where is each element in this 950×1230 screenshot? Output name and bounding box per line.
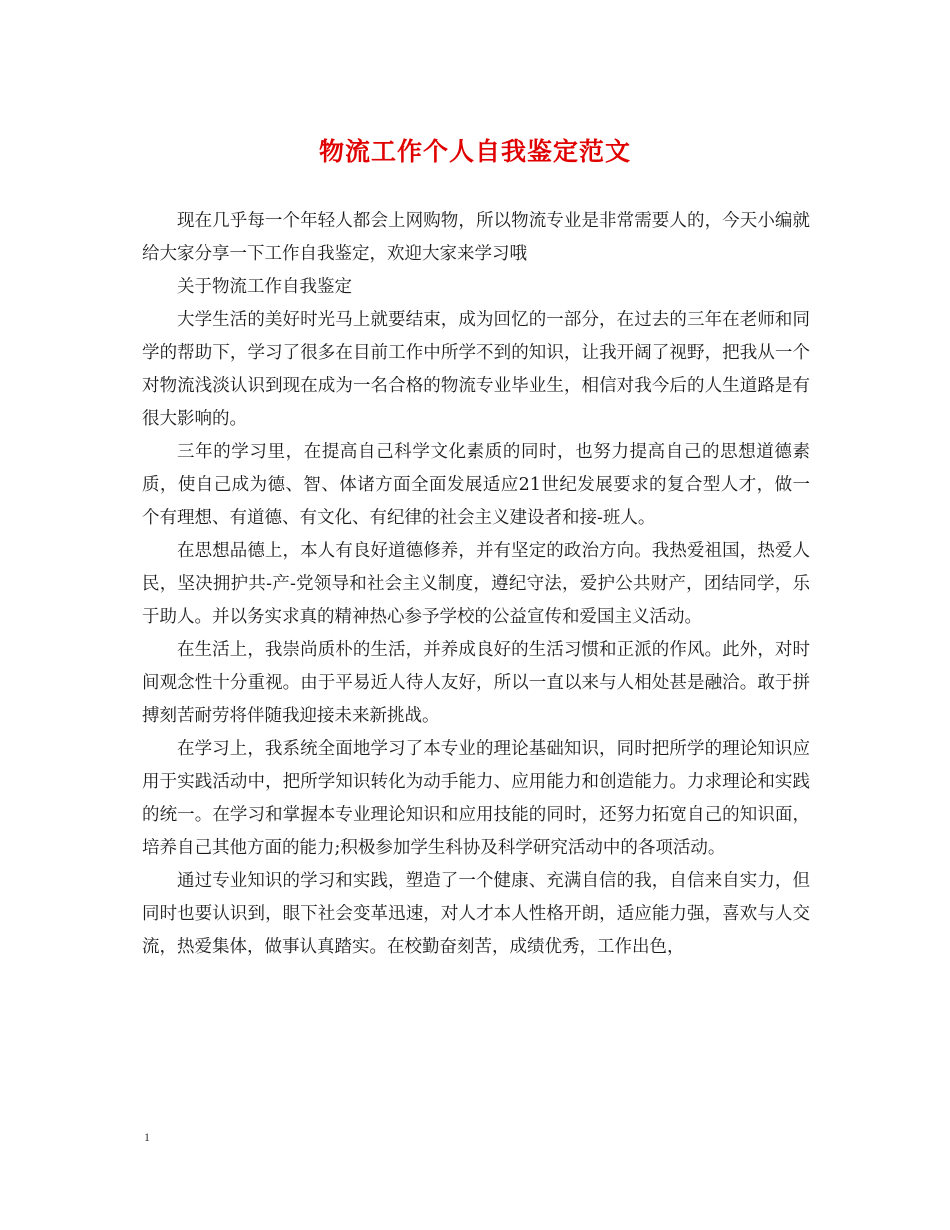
paragraph-life: 在生活上，我崇尚质朴的生活，并养成良好的生活习惯和正派的作风。此外，对时间观念性十分重视。由于平易近人待人友好，所以一直以来与人相处甚是融洽。敢于拼搏刻苦耐劳将伴随我迎接未来新挑战。	[142, 640, 810, 726]
paragraph-moral-character: 在思想品德上，本人有良好道德修养，并有坚定的政治方向。我热爱祖国，热爱人民，坚决拥护共-产-党领导和社会主义制度，遵纪守法，爱护公共财产，团结同学，乐于助人。并以务实求真的精神热心参予学校的公益宣传和爱国主义活动。	[142, 541, 810, 627]
page-number: 1	[144, 1130, 150, 1144]
document-body	[142, 205, 810, 964]
paragraph-study: 在学习上，我系统全面地学习了本专业的理论基础知识，同时把所学的理论知识应用于实践活动中，把所学知识转化为动手能力、应用能力和创造能力。力求理论和实践的统一。在学习和掌握本专业理论知识和应用技能的同时，还努力拓宽自己的知识面，培养自己其他方面的能力;积极参加学生科协及科学研究活动中的各项活动。	[142, 739, 810, 858]
paragraph-practice: 通过专业知识的学习和实践，塑造了一个健康、充满自信的我，自信来自实力，但同时也要认识到，眼下社会变革迅速，对人才本人性格开朗，适应能力强，喜欢与人交流，热爱集体，做事认真踏实。在校勤奋刻苦，成绩优秀，工作出色，	[142, 871, 810, 957]
paragraph-three-years: 三年的学习里，在提高自己科学文化素质的同时，也努力提高自己的思想道德素质，使自己成为德、智、体诸方面全面发展适应21世纪发展要求的复合型人才，做一个有理想、有道德、有文化、有纪律的社会主义建设者和接-班人。	[142, 442, 810, 528]
page-title: 物流工作个人自我鉴定范文	[318, 137, 631, 166]
paragraph-university-life: 大学生活的美好时光马上就要结束，成为回忆的一部分，在过去的三年在老师和同学的帮助下，学习了很多在目前工作中所学不到的知识，让我开阔了视野，把我从一个对物流浅淡认识到现在成为一名合格的物流专业毕业生，相信对我今后的人生道路是有很大影响的。	[142, 310, 810, 429]
paragraph-intro: 现在几乎每一个年轻人都会上网购物，所以物流专业是非常需要人的，今天小编就给大家分享一下工作自我鉴定，欢迎大家来学习哦	[142, 211, 810, 264]
paragraph-subheading: 关于物流工作自我鉴定	[177, 277, 352, 297]
